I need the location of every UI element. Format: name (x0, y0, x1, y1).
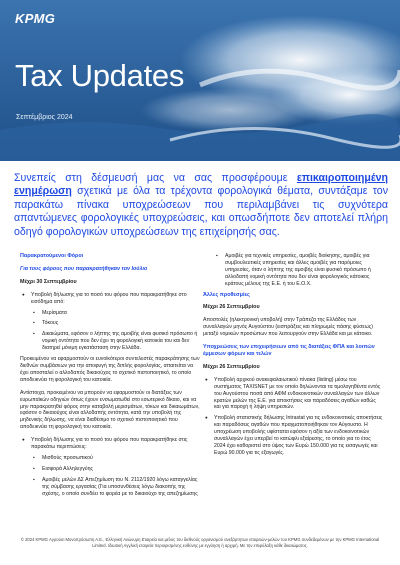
bullet-item: ● Υποβολή αρχικού ανακεφαλαιωτικού πίνακα (listing) μέσω του συστήματος TAXISNET με τον οποίο δηλώνονται τα τιμολογηθέντα εντός του Αυγούστου ποσά από ΑΦΜ ενδοκοινοτικών συναλλαγών των άλλων κρατών μελών της Ε.Ε. για αποκτήσεις και παραδόσεις αγαθών καθώς και για παροχή ή λήψη υπηρεσιών. (203, 377, 383, 412)
sub-bullet-item: ▪ Αμοιβές μελών ΔΣ Απεζημίωση του Ν. 2112/1920 λόγω καταγγελίας της σύμβασης εργασίας (Για υποσυνθέσεις λόγω διακοπής της σχέσης, ο οποίο συνδέει το φορέα με το δικαιούχο της απεζημίωσης (20, 477, 200, 498)
paragraph: Αποστολές (ηλεκτρονική υποβολή) στην Τράπεζα της Ελλάδος των συναλλαγών μηνός Αυγούστου (εισπράξεις και πληρωμές πάσης φύσεως) μεταξύ νομικών προσώπων που λειτουργούν στην Ελλάδα και με κάτοικο. (203, 317, 373, 338)
issue-date: Σεπτέμβριος 2024 (16, 114, 73, 121)
section-title-other-deadlines: Άλλες προθεσμίες (203, 291, 250, 298)
paragraph: Προκειμένου να εφαρμοστούν οι ευνοϊκότεροι συντελεστές παρακράτησης των διεθνών συμβάσεων για την αποφυγή της διπλής φορολογίας, απαιτείται να έχει αποσταλεί ο αλλοδαπός δικαιούχος το σχετικό πιστοποιητικό, το οποίο αποδεικνύει τη φορολογική του κατοικία. (20, 356, 200, 383)
footer-copyright: © 2024 KPMG Αγρούσι Μονοπρόσωπη Α.Ε., Ελληνική Ανώνυμη Εταιρεία και μέλος του διεθνούς οργανισμού ανεξάρτητων εταιρειών-μελών του KPMG συνδεδεμένων με την KPMG International Limited. Ιδιωτική Αγγλική εταιρεία περιορισμένης ευθύνης με εγγύηση ή αρχιμή. Με την επιφύλαξη κάθε δικαιώματος. (20, 537, 380, 548)
paragraph: Αντίστοιχα, προκειμένου να μπορούν να εφαρμοστούν οι διατάξεις των ευρωπαϊκών οδηγιών όπως έχουν ενσωματωθεί στο εσωτερικό δίκαιο, και να μην παρακρατηθεί φόρος στην καταβολή μερισμάτων, τόκων και δικαιωμάτων, εφόσον ο δικαιούχος είναι αλλοδαπής οντότητα, κατά την υποβολή της μηδενικής δήλωσης, να είναι διαθέσιμο το σχετικό πιστοποιητικό που αποδεικνύει τη φορολογική του κατοικία. (20, 389, 200, 431)
section-title-withholding: Παρακρατούμενοι Φόροι (20, 253, 84, 259)
left-column (20, 253, 200, 501)
page-title: Tax Updates (15, 58, 185, 93)
bullet-item: ● Υποβολή στατιστικής δήλωσης Intrastat για τις ενδοκοινοτικές αποκτήσεις και παραδόσεις αγαθών που πραγματοποιήθηκαν τον Αύγουστο. Η υποχρέωση υποβολής υφίσταται εφόσον η αξία των ενδοκοινοτικών συναλλαγών έχει υπερβεί το κατώφλι εξαίρεσης, το οποίο για το έτος 2024 έχει καθοριστεί στο ύψος των Ευρώ 150.000 για τις εισαγωγές και Ευρώ 90.000 για τις εξαγωγές. (203, 415, 383, 456)
right-column (203, 253, 383, 461)
deadline-heading: Μέχρι 30 Σεπτεμβρίου (20, 278, 77, 285)
intro-paragraph (14, 172, 388, 239)
intro-text-after: σχετικά με όλα τα τρέχοντα φορολογικά θέματα, συντάξαμε τον παρακάτω πίνακα υποχρεώσεων που περιλαμβάνει τις συχνότερα απαντώμενες φορολογικές υποχρεώσεις, και οπωσδήποτε δεν αποτελεί πλήρη οδηγό φορολογικών υποχρεώσεων της επιχείρησής σας. (14, 185, 388, 238)
header-banner (0, 0, 400, 161)
sub-bullet-item: ▪ Τόκους (20, 320, 200, 327)
sub-bullet-item: ▪ Μερίσματα (20, 310, 200, 317)
section-subtitle: Για τους φόρους που παρακρατήθηκαν τον Ιούλιο (20, 265, 148, 272)
kpmg-logo: KPMG (15, 11, 56, 26)
sub-bullet-item: ▪ Δικαιώματα, εφόσον ο λήπτης της αμοιβής είναι φυσικό πρόσωπο ή νομική οντότητα που δεν έχει τη φορολογική κατοικία του και δεν διατηρεί μόνιμη εγκατάσταση στην Ελλάδα. (20, 331, 200, 352)
deadline-heading: Μέχρι 26 Σεπτεμβρίου (203, 304, 260, 311)
sub-bullet-item: ▪ Μισθούς προσωπικού (20, 455, 200, 462)
sub-bullet-item: ▪ Εισφορά Αλληλεγγύης (20, 466, 200, 473)
deadline-heading: Μέχρι 26 Σεπτεμβρίου (203, 363, 260, 370)
bullet-item: ● Υποβολή δήλωσης για το ποσό του φόρου που παρακρατήθηκε στις παρακάτω περιπτώσεις: (20, 437, 200, 451)
section-title-vat: Υποχρεώσεις των επιχειρήσεων από τις διατάξεις ΦΠΑ και λοιπών έμμεσων φόρων και τελών (203, 344, 375, 357)
bullet-item: ● Υποβολή δήλωσης για το ποσό του φόρου που παρακρατήθηκε στο εισόδημα από: (20, 292, 200, 306)
sub-bullet-item: ▪ Αμοιβές για τεχνικές υπηρεσίες, αμοιβές διοίκησης, αμοιβές για συμβουλευτικές υπηρεσίες και άλλες αμοιβές για παρόμοιες υπηρεσίες, όταν ο λήπτης της αμοιβής είναι φυσικό πρόσωπο ή αλλοδαπή νομική οντότητα που δεν είναι φορολογικός κάτοικος κράτους μέλους της Ε.Ε. ή του Ε.Ο.Χ. (203, 253, 383, 288)
intro-link[interactable]: επικαιροποιημένη ενημέρωση (14, 172, 388, 198)
intro-text-before: Συνεπείς στη δέσμευσή μας να σας προσφέρουμε (14, 172, 297, 184)
